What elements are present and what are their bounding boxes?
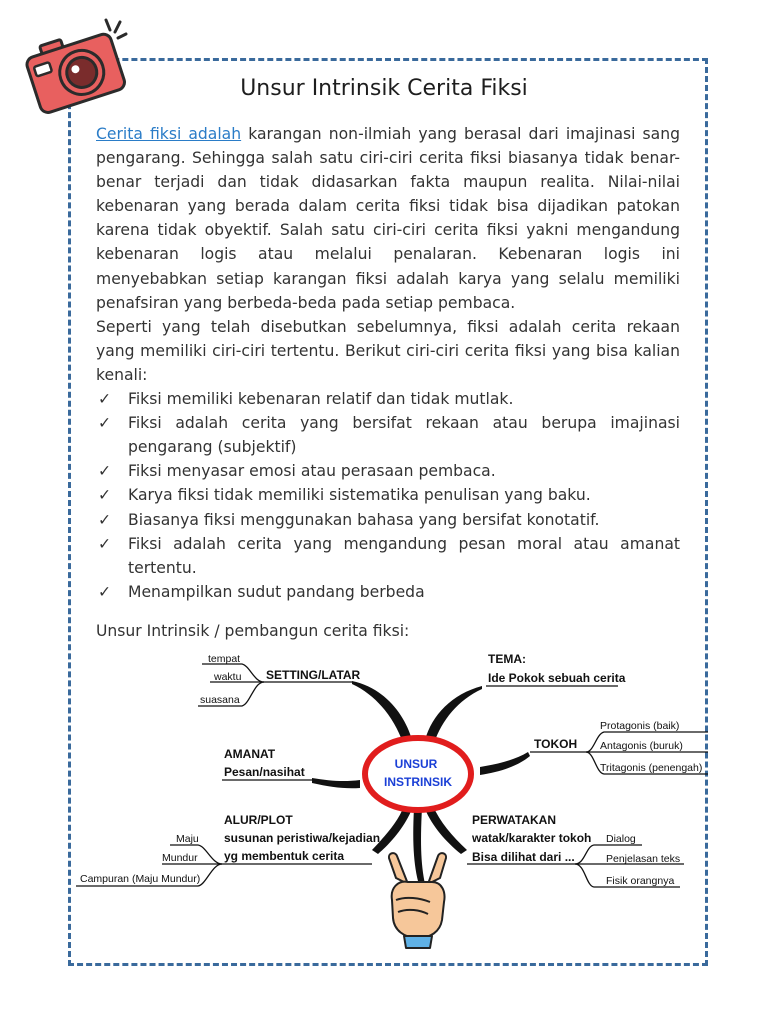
center-label-1: UNSUR: [394, 757, 438, 771]
alur-item: Campuran (Maju Mundur): [80, 873, 201, 885]
characteristics-list: [96, 387, 680, 604]
perwatakan-item: Fisik orangnya: [606, 875, 675, 887]
branch-tokoh: [480, 752, 530, 775]
tokoh-item: Antagonis (buruk): [600, 740, 683, 752]
alur-desc-2: yg membentuk cerita: [224, 849, 345, 863]
check-icon: ✓: [98, 510, 112, 529]
list-item: ✓ Menampilkan sudut pandang berbeda: [96, 580, 680, 604]
intro-text: karangan non-ilmiah yang berasal dari imajinasi sang pengarang. Sehingga salah satu ciri-ciri cerita fiksi biasanya tidak benar-benar terjadi dan tidak didasarkan fakta maupun realita. Nilai-nilai kebenaran yang berada dalam cerita fiksi tidak bisa dijadikan patokan karena tidak obyektif. Salah satu ciri-ciri cerita fiksi yakni mengandung kebenaran logis atau melalui penalaran. Kebenaran logis ini menyebabkan setiap karangan fiksi adalah karya yang selalu memiliki penafsiran yang berbeda-beda pada setiap pembaca.: [96, 125, 680, 312]
tokoh-label: TOKOH: [534, 737, 578, 751]
branch-alur: [372, 806, 412, 854]
body-text: [96, 122, 680, 604]
list-item: ✓ Fiksi memiliki kebenaran relatif dan tidak mutlak.: [96, 387, 680, 411]
branch-perwatakan: [425, 806, 467, 854]
alur-desc-1: susunan peristiwa/kejadian: [224, 831, 381, 845]
list-item: ✓ Fiksi adalah cerita yang mengandung pesan moral atau amanat tertentu.: [96, 532, 680, 580]
setting-item: tempat: [208, 653, 241, 665]
perwatakan-desc-1: watak/karakter tokoh: [472, 831, 592, 845]
setting-label: SETTING/LATAR: [266, 668, 361, 682]
alur-item: Maju: [176, 833, 199, 845]
list-item: ✓ Biasanya fiksi menggunakan bahasa yang bersifat konotatif.: [96, 508, 680, 532]
amanat-label: AMANAT: [224, 747, 276, 761]
check-icon: ✓: [98, 582, 112, 601]
check-icon: ✓: [98, 390, 112, 409]
tokoh-item: Protagonis (baik): [600, 720, 680, 732]
amanat-desc: Pesan/nasihat: [224, 765, 305, 779]
perwatakan-item: Penjelasan teks: [606, 853, 681, 865]
perwatakan-label: PERWATAKAN: [472, 813, 556, 827]
perwatakan-desc-2: Bisa dilihat dari ...: [472, 850, 575, 864]
branch-tema: [425, 686, 482, 743]
intro-paragraph-2: Seperti yang telah disebutkan sebelumnya, fiksi adalah cerita rekaan yang memiliki ciri-ciri tertentu. Berikut ciri-ciri cerita fiksi yang bisa kalian kenali:: [96, 317, 680, 384]
branch-hand: [413, 808, 426, 888]
branch-amanat: [312, 778, 360, 788]
alur-label: ALUR/PLOT: [224, 813, 293, 827]
intro-paragraph: [96, 122, 680, 315]
mindmap-diagram: [0, 640, 768, 970]
intro-lead-link[interactable]: Cerita fiksi adalah: [96, 125, 242, 143]
setting-item: waktu: [214, 671, 242, 683]
tema-label: TEMA:: [488, 652, 526, 666]
alur-item: Mundur: [162, 852, 198, 864]
check-icon: ✓: [98, 534, 112, 553]
mindmap-heading: Unsur Intrinsik / pembangun cerita fiksi:: [96, 622, 410, 640]
tema-desc: Ide Pokok sebuah cerita: [488, 671, 626, 685]
perwatakan-item: Dialog: [606, 833, 636, 845]
branch-setting: [352, 681, 412, 743]
tokoh-item: Tritagonis (penengah): [600, 762, 703, 774]
check-icon: ✓: [98, 486, 112, 505]
center-label-2: INSTRINSIK: [383, 775, 453, 789]
list-item: ✓ Karya fiksi tidak memiliki sistematika penulisan yang baku.: [96, 483, 680, 507]
page-title: Unsur Intrinsik Cerita Fiksi: [240, 76, 528, 101]
check-icon: ✓: [98, 462, 112, 481]
list-item: ✓ Fiksi menyasar emosi atau perasaan pembaca.: [96, 459, 680, 483]
center-node: [365, 738, 471, 810]
check-icon: ✓: [98, 414, 112, 433]
setting-item: suasana: [200, 694, 240, 706]
list-item: ✓ Fiksi adalah cerita yang bersifat rekaan atau berupa imajinasi pengarang (subjektif): [96, 411, 680, 459]
